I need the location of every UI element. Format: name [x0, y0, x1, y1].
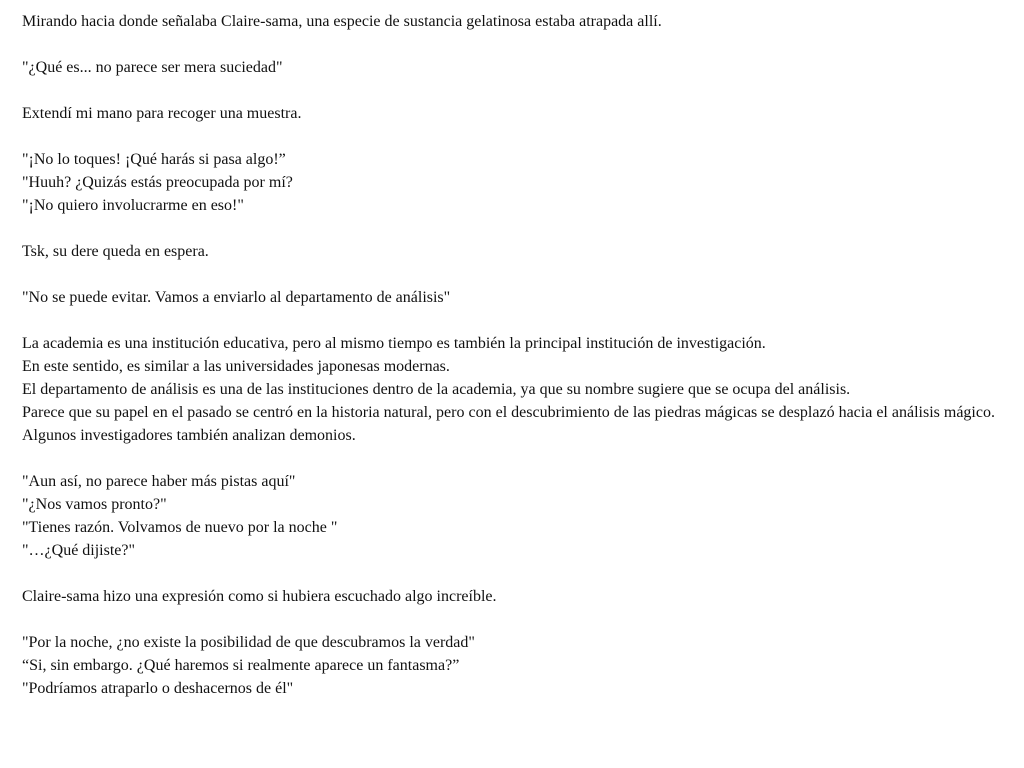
paragraph-5: [22, 240, 1006, 263]
text-line: "Podríamos atraparlo o deshacernos de él": [22, 680, 294, 697]
paragraph-2: [22, 56, 1006, 79]
text-line: Extendí mi mano para recoger una muestra.: [22, 105, 302, 122]
text-line: "…¿Qué dijiste?": [22, 542, 136, 559]
text-line: "¿Qué es... no parece ser mera suciedad": [22, 59, 283, 76]
paragraph-7: [22, 332, 1006, 447]
text-line: Claire-sama hizo una expresión como si hubiera escuchado algo increíble.: [22, 588, 497, 605]
text-line: Algunos investigadores también analizan demonios.: [22, 427, 356, 444]
text-line: "Tienes razón. Volvamos de nuevo por la noche ": [22, 519, 338, 536]
paragraph-3: [22, 102, 1006, 125]
text-line: "Aun así, no parece haber más pistas aquí": [22, 473, 296, 490]
paragraph-4: [22, 148, 1006, 217]
paragraph-6: [22, 286, 1006, 309]
text-line: Parece que su papel en el pasado se centró en la historia natural, pero con el descubrimiento de las piedras mágicas se desplazó hacia el análisis mágico.: [22, 404, 995, 421]
text-line: Mirando hacia donde señalaba Claire-sama, una especie de sustancia gelatinosa estaba atrapada allí.: [22, 13, 662, 30]
text-line: "Por la noche, ¿no existe la posibilidad de que descubramos la verdad": [22, 634, 475, 651]
text-line: "Huuh? ¿Quizás estás preocupada por mí?: [22, 174, 293, 191]
text-line: "¡No quiero involucrarme en eso!": [22, 197, 244, 214]
text-line: "¡No lo toques! ¡Qué harás si pasa algo!”: [22, 151, 286, 168]
paragraph-9: [22, 585, 1006, 608]
paragraph-1: [22, 10, 1006, 33]
text-line: "¿Nos vamos pronto?": [22, 496, 167, 513]
text-line: "No se puede evitar. Vamos a enviarlo al departamento de análisis": [22, 289, 451, 306]
text-line: La academia es una institución educativa, pero al mismo tiempo es también la principal institución de investigación.: [22, 335, 766, 352]
text-line: En este sentido, es similar a las universidades japonesas modernas.: [22, 358, 450, 375]
text-line: El departamento de análisis es una de las instituciones dentro de la academia, ya que su nombre sugiere que se ocupa del análisis.: [22, 381, 851, 398]
paragraph-8: [22, 470, 1006, 562]
text-line: “Si, sin embargo. ¿Qué haremos si realmente aparece un fantasma?”: [22, 657, 460, 674]
text-line: Tsk, su dere queda en espera.: [22, 243, 209, 260]
paragraph-10: [22, 631, 1006, 700]
